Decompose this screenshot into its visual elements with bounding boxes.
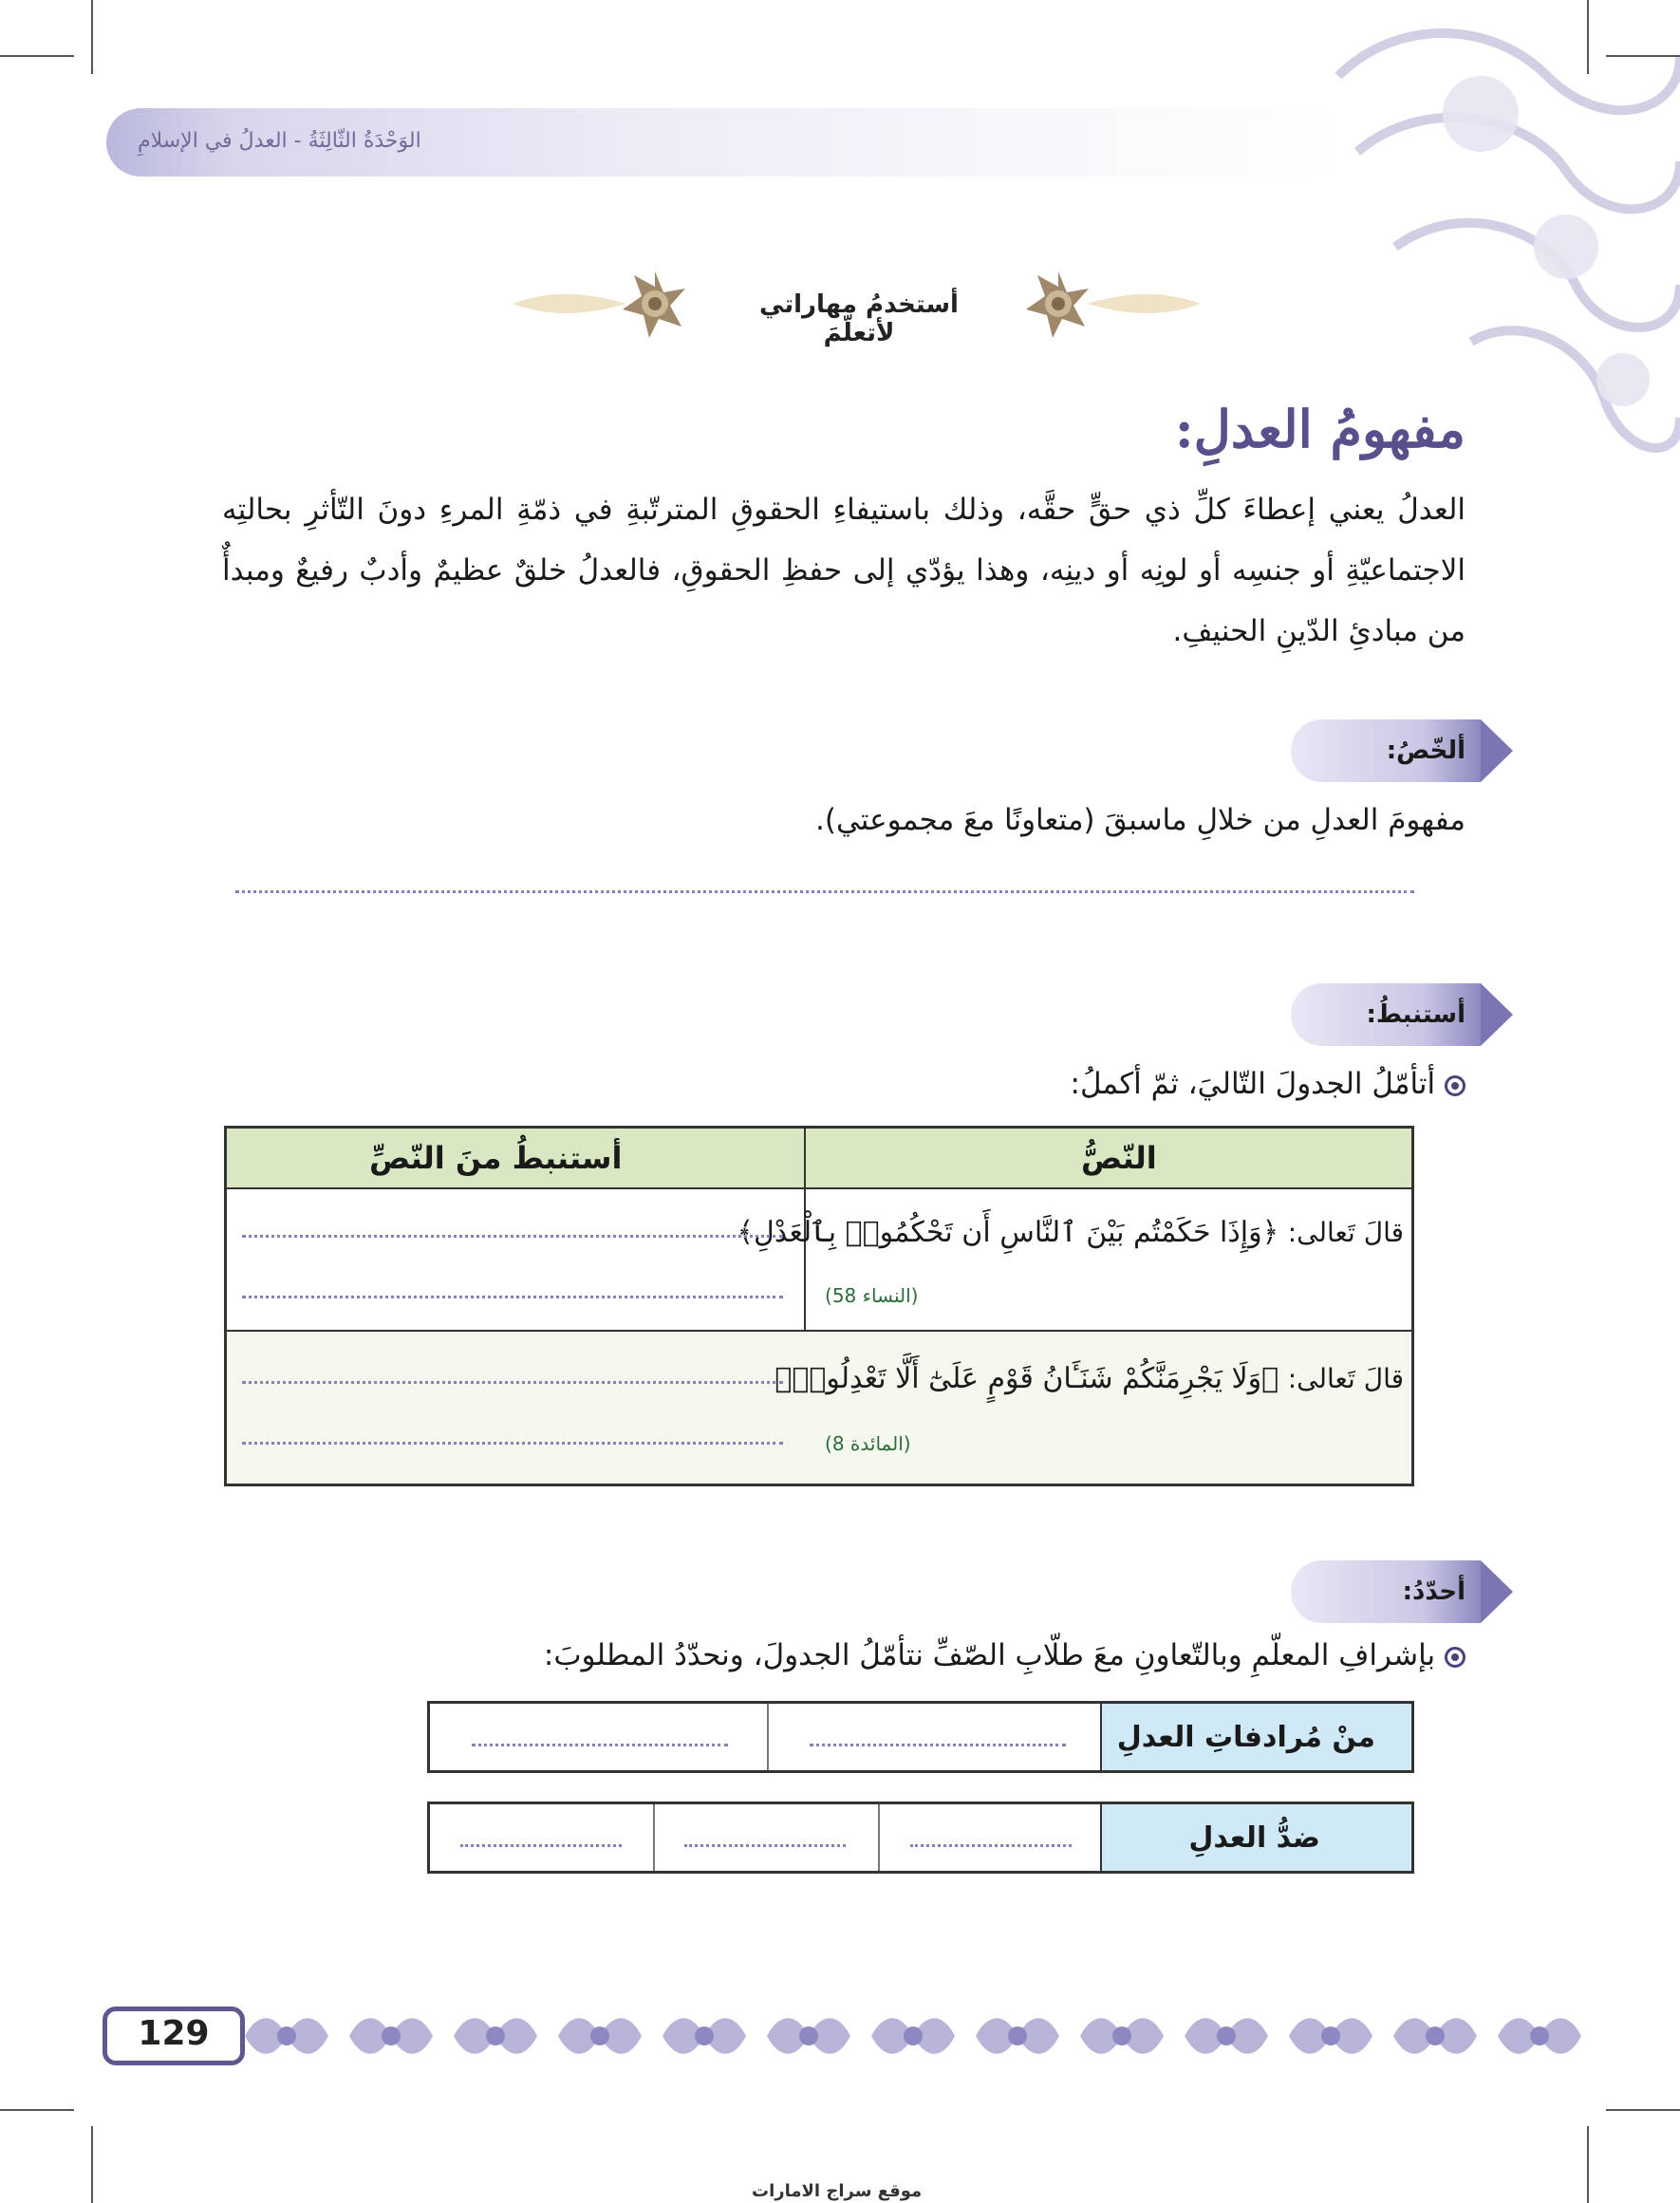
crop-mark — [0, 55, 74, 57]
synonyms-table — [427, 1701, 1414, 1773]
footer-ornament-strip — [245, 2005, 1631, 2067]
answer-line[interactable] — [472, 1744, 728, 1746]
answer-line[interactable] — [242, 1381, 783, 1384]
table-row — [227, 1332, 1411, 1484]
answer-line[interactable] — [684, 1844, 846, 1847]
answer-line[interactable] — [242, 1296, 783, 1298]
crop-mark — [1606, 2109, 1680, 2111]
deduce-instruction-row — [1071, 1067, 1466, 1101]
answer-line[interactable] — [242, 1442, 783, 1445]
crop-mark — [1587, 2126, 1589, 2203]
skills-banner-title: أستخدمُ مهاراتي لأتعلّمَ — [759, 290, 959, 347]
crop-mark — [91, 0, 93, 74]
concept-heading: مفهومُ العدلِ: — [1174, 399, 1465, 459]
deduce-instruction: أتأمّلُ الجدولَ التّاليَ، ثمّ أكملُ: — [1070, 1067, 1436, 1101]
verse-row-2 — [775, 1362, 1404, 1395]
footer-site-name: موقع سراج الامارات — [752, 2181, 923, 2201]
opposite-label: ضدُّ العدلِ — [1188, 1821, 1320, 1855]
summarize-answer-line[interactable] — [235, 890, 1414, 893]
column-divider — [653, 1804, 655, 1871]
verse-row-1 — [737, 1216, 1404, 1249]
bullet-icon — [1445, 1075, 1465, 1096]
row-divider — [227, 1330, 1411, 1332]
answer-line[interactable] — [910, 1844, 1072, 1847]
header-text-column: النّصُّ — [1081, 1140, 1157, 1176]
summarize-tab-arrow — [1481, 719, 1513, 782]
verse-reference: (المائدة 8) — [825, 1432, 911, 1455]
verse-reference: (النساء 58) — [825, 1284, 919, 1307]
define-instruction-row — [544, 1638, 1465, 1672]
synonyms-label: منْ مُرادفاتِ العدلِ — [1116, 1721, 1375, 1754]
deduce-tab-label: أستنبطُ: — [1366, 1000, 1465, 1029]
header-deduce-column: أستنبطُ منَ النّصِّ — [369, 1140, 623, 1176]
column-divider — [767, 1704, 769, 1770]
unit-title: الوَحْدَةُ الثّالِثَةُ - العدلُ في الإسلامِ — [138, 129, 421, 153]
deduce-table — [224, 1126, 1414, 1486]
define-tab-label: أحدّدُ: — [1402, 1578, 1465, 1606]
verse-prefix: قالَ تَعالى: — [1287, 1363, 1404, 1394]
column-divider — [878, 1804, 880, 1871]
crop-mark — [0, 2109, 74, 2111]
answer-line[interactable] — [810, 1744, 1066, 1746]
define-tab-arrow — [1481, 1560, 1513, 1623]
answer-line[interactable] — [242, 1235, 783, 1238]
summarize-instruction: مفهومَ العدلِ من خلالِ ماسبقَ (متعاونًا معَ مجموعتي). — [815, 803, 1465, 837]
verse-text: ﴿وَإِذَا حَكَمْتُم بَيْنَ ٱلنَّاسِ أَن تَحْكُمُوا۟ بِٱلْعَدْلِ﴾ — [737, 1216, 1279, 1249]
verse-prefix: قالَ تَعالى: — [1287, 1217, 1404, 1248]
bullet-icon — [1445, 1647, 1465, 1668]
star-ornament-right — [1001, 268, 1201, 340]
opposite-table — [427, 1802, 1414, 1874]
verse-text: ﴿وَلَا يَجْرِمَنَّكُمْ شَنَـَٔانُ قَوْمٍ عَلَىٰٓ أَلَّا تَعْدِلُوا۟﴾ — [775, 1362, 1279, 1395]
define-instruction: بإشرافِ المعلّمِ وبالتّعاونِ معَ طلّابِ الصّفِّ نتأمّلُ الجدولَ، ونحدّدُ المطلوبَ: — [543, 1638, 1436, 1672]
star-ornament-left — [513, 268, 712, 340]
answer-line[interactable] — [460, 1844, 622, 1847]
deduce-tab-arrow — [1481, 983, 1513, 1046]
summarize-tab-label: ألخّصُ: — [1386, 737, 1465, 765]
crop-mark — [91, 2126, 93, 2203]
concept-paragraph: العدلُ يعني إعطاءَ كلِّ ذي حقٍّ حقَّه، وذلك باستيفاءِ الحقوقِ المترتّبةِ في ذمّةِ المرءِ دونَ التّأثرِ بحالتِه الاجتماعيّةِ أو جنسِه أو لونِه أو دينِه، وهذا يؤدّي إلى حفظِ الحقوقِ، فالعدلُ خلقٌ عظيمٌ وأدبٌ رفيعٌ ومبدأٌ من مبادئِ الدّينِ الحنيفِ. — [222, 493, 1465, 648]
page-number: 129 — [138, 2014, 210, 2053]
